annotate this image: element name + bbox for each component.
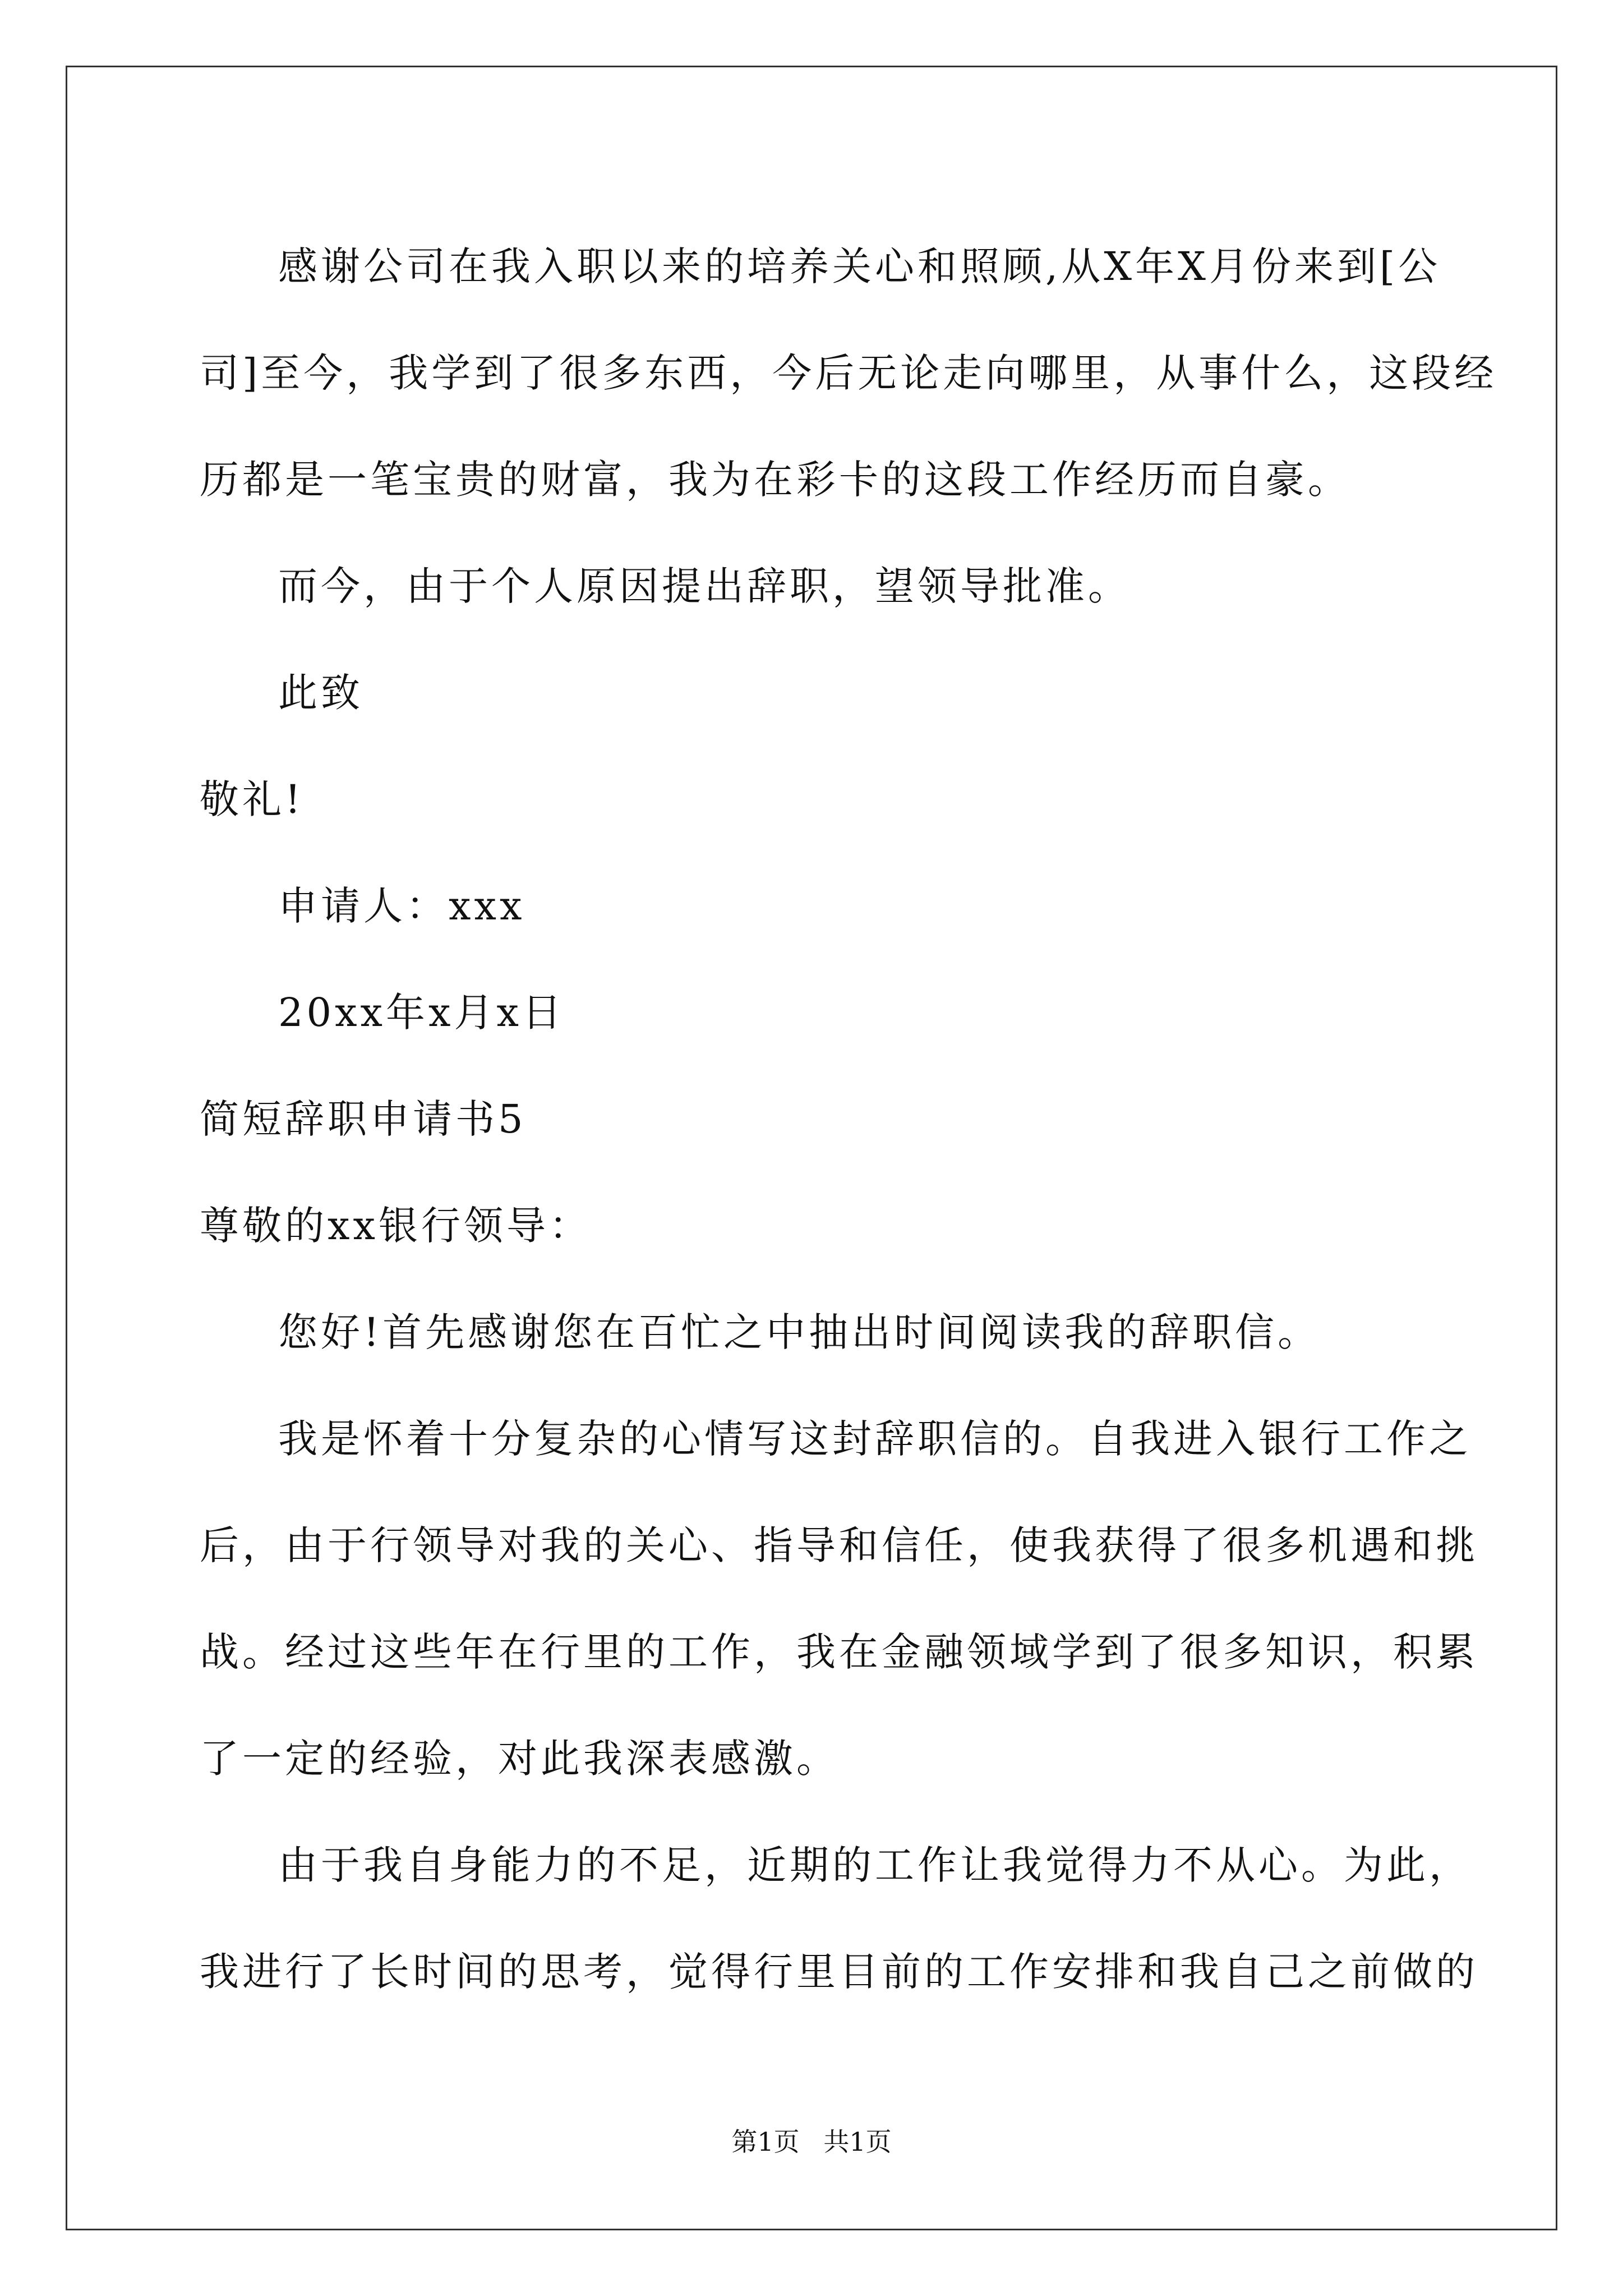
text-line: 您好!首先感谢您在百忙之中抽出时间阅读我的辞职信。 <box>278 1309 1321 1355</box>
closing-salutation: 此致 <box>278 670 363 716</box>
page-number: 第1页 <box>731 2127 800 2157</box>
text-line: 历都是一笔宝贵的财富，我为在彩卡的这段工作经历而自豪。 <box>200 457 1350 503</box>
text-line: 了一定的经验，对此我深表感激。 <box>200 1736 839 1782</box>
text-line: 我是怀着十分复杂的心情写这封辞职信的。自我进入银行工作之 <box>278 1416 1472 1462</box>
section-title: 简短辞职申请书5 <box>200 1096 527 1142</box>
page-footer <box>0 2125 1623 2159</box>
text-line: 由于我自身能力的不足，近期的工作让我觉得力不从心。为此， <box>278 1842 1472 1888</box>
text-line: 我进行了长时间的思考，觉得行里目前的工作安排和我自己之前做的 <box>200 1949 1478 1995</box>
text-line: 战。经过这些年在行里的工作，我在金融领域学到了很多知识，积累 <box>200 1629 1478 1675</box>
letter-greeting: 尊敬的xx银行领导： <box>200 1203 592 1249</box>
page-count: 共1页 <box>823 2127 892 2157</box>
document-body <box>200 213 1497 2025</box>
text-line: 而今，由于个人原因提出辞职，望领导批准。 <box>278 563 1131 609</box>
letter-date: 20xx年x月x日 <box>278 990 565 1036</box>
text-line: 司]至今，我学到了很多东西，今后无论走向哪里，从事什么，这段经 <box>200 350 1497 396</box>
applicant-signature: 申请人：xxx <box>278 883 525 929</box>
closing-respect: 敬礼! <box>200 776 305 822</box>
text-line: 感谢公司在我入职以来的培养关心和照顾,从X年X月份来到[公 <box>278 243 1441 289</box>
text-line: 后，由于行领导对我的关心、指导和信任，使我获得了很多机遇和挑 <box>200 1522 1478 1568</box>
